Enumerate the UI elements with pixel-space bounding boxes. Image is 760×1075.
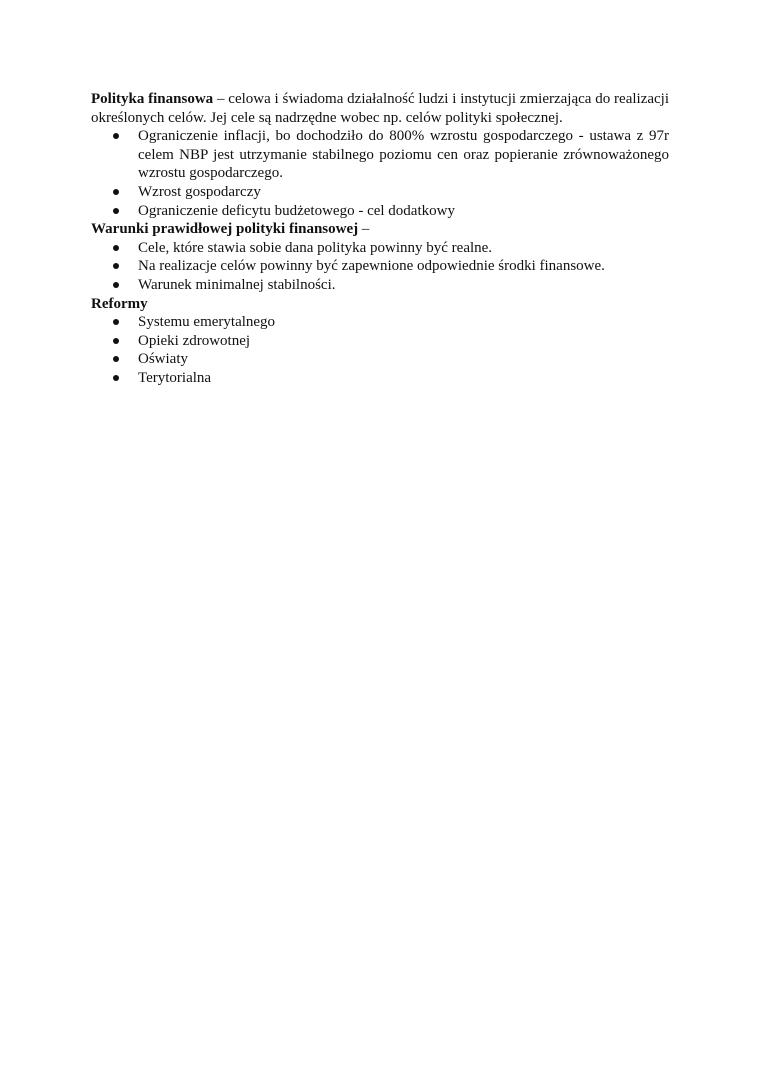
document-content (91, 90, 669, 388)
list-item (91, 369, 669, 388)
list-item-text: Ograniczenie inflacji, bo dochodziło do 800% wzrostu gospodarczego - ustawa z 97r celem NBP jest utrzymanie stabilnego poziomu cen oraz popieranie zrównoważonego wzrostu gospodarczego. (138, 128, 669, 182)
bullet-list (91, 313, 669, 387)
bullet-icon (113, 263, 119, 269)
list-item (91, 313, 669, 332)
list-item (91, 239, 669, 258)
list-item (91, 257, 669, 276)
list-item-text: Systemu emerytalnego (138, 314, 276, 331)
section-intro-paragraph (91, 90, 669, 127)
bullet-icon (113, 338, 119, 344)
section-heading: Reformy (91, 295, 148, 312)
list-item-text: Cele, które stawia sobie dana polityka powinny być realne. (138, 239, 493, 256)
bullet-icon (113, 208, 119, 214)
list-item-text: Ograniczenie deficytu budżetowego - cel dodatkowy (138, 202, 455, 219)
bullet-list (91, 239, 669, 295)
bullet-icon (113, 356, 119, 362)
list-item-text: Opieki zdrowotnej (138, 332, 251, 349)
list-item-text: Wzrost gospodarczy (138, 183, 261, 200)
list-item (91, 127, 669, 183)
list-item (91, 276, 669, 295)
bullet-icon (113, 245, 119, 251)
bullet-list (91, 127, 669, 220)
list-item (91, 350, 669, 369)
list-item-text: Oświaty (138, 351, 188, 368)
bullet-icon (113, 319, 119, 325)
list-item-text: Terytorialna (138, 369, 212, 386)
bullet-icon (113, 375, 119, 381)
list-item (91, 183, 669, 202)
list-item-text: Na realizacje celów powinny być zapewnione odpowiednie środki finansowe. (138, 258, 605, 275)
section-intro-text: – (358, 221, 370, 238)
bullet-icon (113, 189, 119, 195)
section-intro-text: – celowa i świadoma działalność ludzi i instytucji zmierzająca do realizacji określonych celów. Jej cele są nadrzędne wobec np. celów polityki społecznej. (91, 91, 670, 126)
list-item-text: Warunek minimalnej stabilności. (138, 276, 336, 293)
bullet-icon (113, 282, 119, 288)
section-intro-paragraph (91, 220, 669, 239)
list-item (91, 332, 669, 351)
list-item (91, 202, 669, 221)
bullet-icon (113, 133, 119, 139)
section-heading: Polityka finansowa (91, 91, 214, 107)
section-heading: Warunki prawidłowej polityki finansowej (91, 221, 359, 238)
